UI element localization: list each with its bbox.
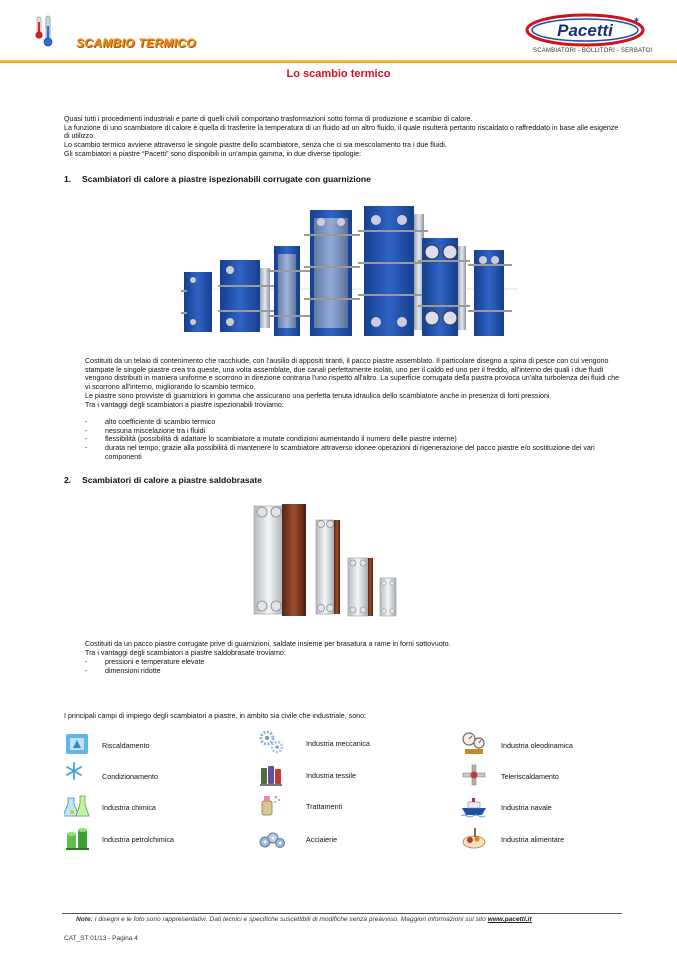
- intro-line: Quasi tutti i procedimenti industriali e parte di quelli civili comportano trasformazioni sotto forma di produzione e scambio di calore.: [64, 115, 473, 123]
- section-1-line: Le piastre sono provviste di guarnizioni in gomma che assicurano una perfetta tenuta idraulica dello scambiatore anche in presenza di forti pressioni.: [85, 391, 552, 400]
- spray-icon: [258, 791, 286, 819]
- list-item: - dimensioni ridotte: [85, 667, 485, 676]
- field-item: [258, 824, 448, 852]
- field-label: Industria navale: [501, 803, 552, 812]
- flasks-icon: [64, 792, 92, 820]
- field-item: [460, 824, 660, 852]
- section-title: Scambiatori di calore a piastre saldobrasate: [82, 475, 263, 485]
- footer-note-text: I disegni e le foto sono rappresentativi. Dati tecnici e specifiche suscettibili di modifiche senza preavviso. Maggiori informazioni sul sito: [94, 916, 486, 923]
- field-item: [460, 792, 660, 820]
- field-label: Trattamenti: [306, 802, 343, 811]
- logo-tagline: SCAMBIATORI - BOLLITORI - SERBATOI: [533, 48, 653, 54]
- field-label: Riscaldamento: [102, 741, 150, 750]
- field-item: [64, 730, 254, 758]
- list-item: - flessibilità (possibilità di adattare lo scambiatore a mutate condizioni aumentando il numero delle piastre interne): [85, 435, 605, 444]
- list-item: - pressioni e temperature elevate: [85, 658, 485, 667]
- steel-coils-icon: [258, 824, 286, 852]
- section-1-line: Tra i vantaggi degli scambiatori a piastre ispezionabili troviamo:: [85, 400, 284, 409]
- field-label: Industria meccanica: [306, 739, 370, 748]
- intro-line: Lo scambio termico avviene attraverso le singole piastre dello scambiatore, senza che ci sia mescolamento tra i due fluidi.: [64, 141, 447, 150]
- logo-brand: Pacetti: [557, 21, 613, 40]
- thermometer-logo-icon: [34, 14, 56, 48]
- field-item: [460, 730, 660, 758]
- field-item: [258, 760, 448, 788]
- logo-since: dal 1960: [552, 14, 568, 19]
- pipes-icon: [460, 761, 488, 789]
- heating-icon: [64, 730, 92, 758]
- field-label: Industria oleodinamica: [501, 741, 573, 750]
- field-label: Acciaierie: [306, 835, 338, 844]
- snowflake-icon: [64, 761, 92, 789]
- field-item: [460, 761, 660, 789]
- header-title: SCAMBIO TERMICO: [76, 36, 196, 50]
- food-icon: [460, 824, 488, 852]
- gauges-icon: [460, 730, 488, 758]
- section-2-advantages: [85, 658, 485, 675]
- gasketed-plate-exchangers-photo: [178, 200, 518, 344]
- header-rule: [0, 60, 677, 63]
- field-label: Teleriscaldamento: [501, 772, 559, 781]
- footer-note-label: Note:: [76, 916, 93, 923]
- list-item: - alto coefficiente di scambio termico: [85, 418, 605, 427]
- footer-note: [76, 916, 532, 923]
- section-1-paragraph: [85, 357, 625, 409]
- brazed-plate-exchangers-photo: [246, 500, 406, 622]
- section-number: 1.: [64, 174, 72, 184]
- section-2-line: Costituiti da un pacco piastre corrugate prive di guarnizioni, saldate insieme per brasatura a rame in forni sottovuoto.: [85, 640, 451, 648]
- list-item: - durata nel tempo, grazie alla possibilità di mantenere lo scambiatore attraverso idonee operazioni di rigenerazione del pacco piastre e/o sostituzione dei vari componenti: [85, 444, 605, 461]
- section-title: Scambiatori di calore a piastre ispezionabili corrugate con guarnizione: [82, 174, 371, 184]
- refinery-icon: [64, 824, 92, 852]
- list-item: - nessuna miscelazione tra i fluidi: [85, 427, 605, 436]
- section-1-line: Costituiti da un telaio di contenimento che racchiude, con l'ausilio di appositi tiranti, il pacco piastre assemblato. Il particolare disegno a spina di pesce con cui vengono stampate le singole piastre crea tra queste, una volta assemblate, due canali perfettamente isolati, uno per il caldo ed uno per il freddo, all'interno dei quali i due fluidi vengono distribuiti in maniera uniforme e scorrono in direzione contraria l'uno rispetto all'altro. La superficie corrugata della piastra provoca un'alta turbolenza dei fluidi che vi scorrono all'interno, migliorando lo scambio termico.: [85, 357, 620, 392]
- section-2-heading: [64, 475, 262, 485]
- section-number: 2.: [64, 475, 72, 485]
- section-1-advantages: [85, 418, 605, 462]
- svg-text:✱: ✱: [634, 17, 640, 24]
- section-1-heading: [64, 174, 371, 184]
- intro-paragraph: [64, 115, 624, 159]
- website-link[interactable]: www.pacetti.it: [487, 916, 532, 923]
- intro-line: Gli scambiatori a piastre “Pacetti” sono disponibili in un'ampia gamma, in due diverse tipologie:: [64, 149, 362, 158]
- gears-icon: [258, 728, 286, 756]
- field-label: Industria tessile: [306, 771, 356, 780]
- section-2-paragraph: [85, 640, 625, 657]
- field-item: [64, 792, 254, 820]
- field-label: Industria chimica: [102, 803, 156, 812]
- section-2-line: Tra i vantaggi degli scambiatori a piastre saldobrasate troviamo:: [85, 648, 286, 657]
- intro-line: La funzione di uno scambiatore di calore è quella di trasferire la temperatura di un fluido ad un altro fluido, il quale risulterà pertanto riscaldato o raffreddato in base alle esigenze di utilizzo.: [64, 123, 619, 141]
- page-reference: CAT_ST 01/13 - Pagina 4: [64, 935, 138, 942]
- field-label: Condizionamento: [102, 772, 158, 781]
- field-item: [258, 791, 448, 819]
- field-label: Industria petrolchimica: [102, 835, 174, 844]
- fields-intro: I principali campi di impiego degli scambiatori a piastre, in ambito sia civile che industriale, sono:: [64, 712, 367, 720]
- ship-icon: [460, 792, 488, 820]
- thread-spools-icon: [258, 760, 286, 788]
- field-label: Industria alimentare: [501, 835, 565, 844]
- field-item: [258, 728, 448, 756]
- footer-rule: [62, 913, 622, 914]
- page-title: Lo scambio termico: [286, 68, 391, 80]
- field-item: [64, 761, 254, 789]
- field-item: [64, 824, 254, 852]
